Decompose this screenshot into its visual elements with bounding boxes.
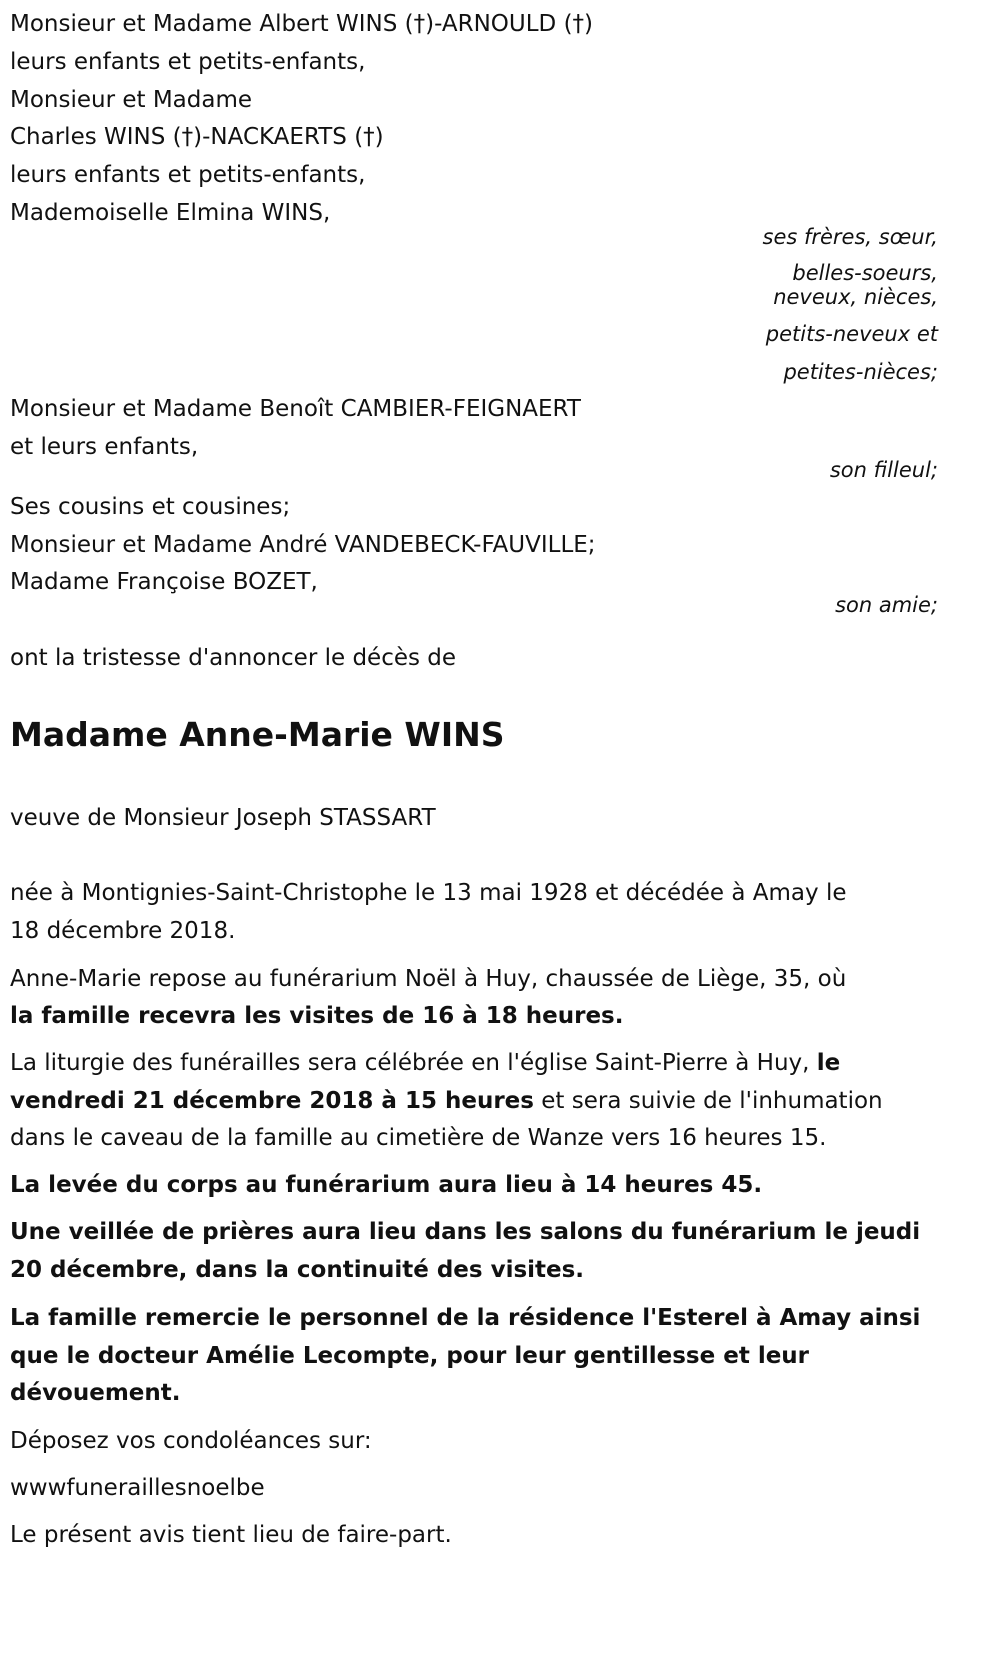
deceased-name: Madame Anne-Marie WINS bbox=[10, 715, 505, 754]
family-line: leurs enfants et petits-enfants, bbox=[10, 162, 366, 188]
thanks-line: La famille remercie le personnel de la résidence l'Esterel à Amay ainsi bbox=[10, 1305, 921, 1331]
relation-label: son filleul; bbox=[829, 458, 938, 482]
condolences-label: Déposez vos condoléances sur: bbox=[10, 1428, 372, 1454]
liturgy-date: vendredi 21 décembre 2018 à 15 heures bbox=[10, 1088, 534, 1114]
relation-label: son amie; bbox=[835, 593, 938, 617]
family-line: Madame Françoise BOZET, bbox=[10, 569, 318, 595]
family-line: Monsieur et Madame Albert WINS (†)-ARNOULD (†) bbox=[10, 11, 594, 37]
thanks-line: que le docteur Amélie Lecompte, pour leur gentillesse et leur bbox=[10, 1343, 810, 1369]
liturgy-bold: le bbox=[816, 1050, 841, 1076]
liturgy-text: La liturgie des funérailles sera célébrée en l'église Saint-Pierre à Huy, bbox=[10, 1050, 817, 1076]
relation-label: belles-soeurs, bbox=[792, 261, 938, 285]
repose-line: Anne-Marie repose au funérarium Noël à Huy, chaussée de Liège, 35, où bbox=[10, 966, 847, 992]
levee-line: La levée du corps au funérarium aura lieu à 14 heures 45. bbox=[10, 1172, 763, 1198]
liturgy-text: et sera suivie de l'inhumation bbox=[533, 1088, 883, 1114]
relation-label: petites-nièces; bbox=[783, 360, 938, 384]
family-line: et leurs enfants, bbox=[10, 434, 199, 460]
announcement: ont la tristesse d'annoncer le décès de bbox=[10, 645, 457, 671]
thanks-line: dévouement. bbox=[10, 1380, 181, 1406]
birth-death-line: née à Montignies-Saint-Christophe le 13 mai 1928 et décédée à Amay le bbox=[10, 880, 847, 906]
family-line: Monsieur et Madame Benoît CAMBIER-FEIGNAERT bbox=[10, 396, 581, 422]
relation-label: ses frères, sœur, bbox=[762, 225, 938, 249]
visits-line: la famille recevra les visites de 16 à 18 heures. bbox=[10, 1003, 624, 1029]
family-line: Mademoiselle Elmina WINS, bbox=[10, 200, 331, 226]
website-link[interactable]: wwwfuneraillesnoelbe bbox=[10, 1475, 265, 1501]
liturgy-line: dans le caveau de la famille au cimetière de Wanze vers 16 heures 15. bbox=[10, 1125, 827, 1151]
footer-note: Le présent avis tient lieu de faire-part. bbox=[10, 1522, 452, 1548]
veillee-line: Une veillée de prières aura lieu dans les salons du funérarium le jeudi bbox=[10, 1219, 921, 1245]
birth-death-line: 18 décembre 2018. bbox=[10, 918, 236, 944]
family-line: Monsieur et Madame André VANDEBECK-FAUVILLE; bbox=[10, 532, 596, 558]
family-line: Charles WINS (†)-NACKAERTS (†) bbox=[10, 124, 384, 150]
widow-of: veuve de Monsieur Joseph STASSART bbox=[10, 805, 436, 831]
family-line: Ses cousins et cousines; bbox=[10, 494, 291, 520]
relation-label: petits-neveux et bbox=[765, 322, 938, 346]
liturgy-line bbox=[10, 1048, 840, 1078]
relation-label: neveux, nièces, bbox=[773, 285, 938, 309]
family-line: Monsieur et Madame bbox=[10, 87, 253, 113]
family-line: leurs enfants et petits-enfants, bbox=[10, 49, 366, 75]
liturgy-line bbox=[10, 1086, 883, 1116]
veillee-line: 20 décembre, dans la continuité des visites. bbox=[10, 1257, 585, 1283]
